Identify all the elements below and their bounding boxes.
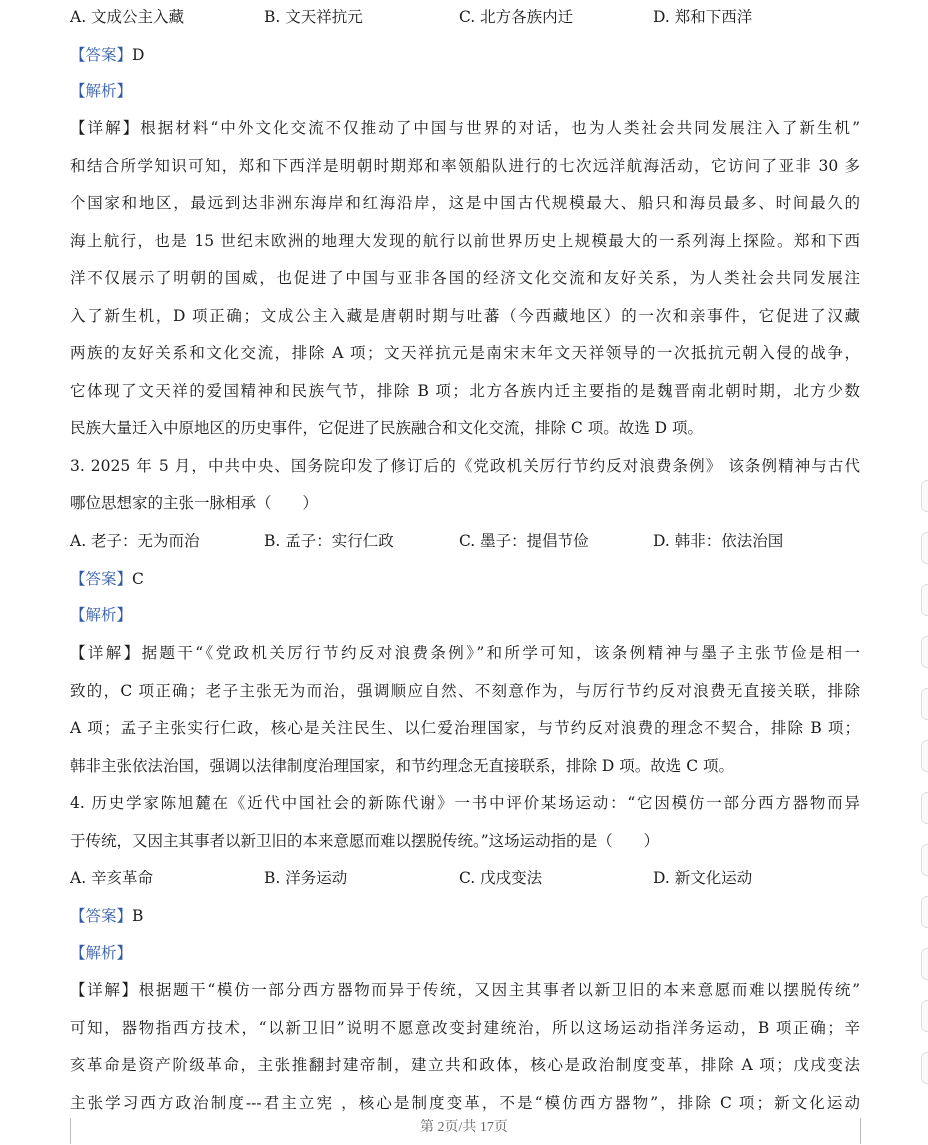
- q4-detail-line: 可知，器物指西方技术，“以新卫旧”说明不愿意改变封建统治，所以这场运动指洋务运动，B 项正确；辛: [70, 1019, 860, 1037]
- q2-detail-line: 民族大量迁入中原地区的历史事件，它促进了民族融合和文化交流，排除 C 项。故选 D 项。: [70, 419, 703, 437]
- answer-label: 【答案】: [70, 570, 133, 588]
- q4-option-a: A. 辛亥革命: [70, 869, 154, 887]
- q3-detail-line: 致的，C 项正确；老子主张无为而治，强调顺应自然、不刻意作为，与厉行节约反对浪费无直接关联，排除: [70, 682, 860, 700]
- q2-detail-line: 它体现了文天祥的爱国精神和民族气节，排除 B 项；北方各族内迁主要指的是魏晋南北朝时期，北方少数: [70, 382, 860, 400]
- analysis-label: 【解析】: [70, 944, 133, 962]
- q3-analysis-label: [70, 604, 860, 626]
- q4-options: [70, 867, 860, 889]
- q4-analysis-label: [70, 942, 860, 964]
- q2-option-b: B. 文天祥抗元: [264, 8, 363, 26]
- q4-option-c: C. 戊戌变法: [459, 869, 543, 887]
- q2-detail-line: 个国家和地区，最远到达非洲东海岸和红海沿岸，这是中国古代规模最大、船只和海员最多、时间最久的: [70, 194, 860, 212]
- edge-tab[interactable]: [921, 1052, 928, 1084]
- q2-options: [70, 6, 860, 28]
- q2-detail-line: 入了新生机，D 项正确；文成公主入藏是唐朝时期与吐蕃（今西藏地区）的一次和亲事件，它促进了汉藏: [70, 307, 860, 325]
- q4-option-b: B. 洋务运动: [264, 869, 348, 887]
- answer-value: B: [132, 907, 144, 925]
- q3-detail-line: 韩非主张依法治国，强调以法律制度治理国家，和节约理念无直接联系，排除 D 项。故选 C 项。: [70, 757, 734, 775]
- q3-stem-line: 哪位思想家的主张一脉相承（ ）: [70, 494, 319, 512]
- q2-option-c: C. 北方各族内迁: [459, 8, 574, 26]
- q2-detail-line: 洋不仅展示了明朝的国威，也促进了中国与亚非各国的经济文化交流和友好关系，为人类社会共同发展注: [70, 269, 860, 287]
- q2-analysis-label: [70, 80, 860, 102]
- edge-tab[interactable]: [921, 532, 928, 564]
- q3-option-d: D. 韩非：依法治国: [653, 532, 784, 550]
- analysis-label: 【解析】: [70, 606, 133, 624]
- answer-label: 【答案】: [70, 46, 133, 64]
- q3-option-b: B. 孟子：实行仁政: [264, 532, 394, 550]
- q2-detail-line: 【详解】根据材料“中外文化交流不仅推动了中国与世界的对话，也为人类社会共同发展注入了新生机”: [70, 119, 860, 137]
- q3-detail-line: A 项；孟子主张实行仁政，核心是关注民生、以仁爱治理国家，与节约反对浪费的理念不契合，排除 B 项；: [70, 719, 860, 737]
- q3-answer: [70, 568, 860, 590]
- q2-detail-line: 海上航行，也是 15 世纪末欧洲的地理大发现的航行以前世界历史上规模最大的一系列海上探险。郑和下西: [70, 232, 860, 250]
- answer-value: C: [132, 570, 144, 588]
- q4-detail-line: 亥革命是资产阶级革命，主张推翻封建帝制，建立共和政体，核心是政治制度变革，排除 A 项；戊戌变法: [70, 1056, 860, 1074]
- edge-tab[interactable]: [921, 740, 928, 772]
- q2-detail-line: 和结合所学知识可知，郑和下西洋是明朝时期郑和率领船队进行的七次远洋航海活动，它访问了亚非 30 多: [70, 157, 860, 175]
- edge-tab[interactable]: [921, 896, 928, 928]
- q4-option-d: D. 新文化运动: [653, 869, 753, 887]
- q4-detail-line: 【详解】根据题干“模仿一部分西方器物而异于传统，又因主其事者以新卫旧的本来意愿而难以摆脱传统”: [70, 981, 860, 999]
- q2-answer: [70, 44, 860, 66]
- edge-tab[interactable]: [921, 948, 928, 980]
- answer-label: 【答案】: [70, 907, 133, 925]
- q4-detail-line: 主张学习西方政治制度---君主立宪 ，核心是制度变革，不是“模仿西方器物”，排除 C 项；新文化运动: [70, 1094, 860, 1112]
- q3-stem-line: 3. 2025 年 5 月，中共中央、国务院印发了修订后的《党政机关厉行节约反对浪费条例》 该条例精神与古代: [70, 457, 860, 475]
- q2-option-d: D. 郑和下西洋: [653, 8, 753, 26]
- edge-tab[interactable]: [921, 792, 928, 824]
- edge-tab[interactable]: [921, 636, 928, 668]
- edge-tab[interactable]: [921, 584, 928, 616]
- q3-detail-line: 【详解】据题干“《党政机关厉行节约反对浪费条例》”和所学可知，该条例精神与墨子主张节俭是相一: [70, 644, 860, 662]
- edge-tab[interactable]: [921, 688, 928, 720]
- edge-tab[interactable]: [921, 480, 928, 512]
- q2-detail-line: 两族的友好关系和文化交流，排除 A 项；文天祥抗元是南宋末年文天祥领导的一次抵抗元朝入侵的战争，: [70, 344, 860, 362]
- edge-tab[interactable]: [921, 1000, 928, 1032]
- analysis-label: 【解析】: [70, 82, 133, 100]
- q4-stem-line: 于传统，又因主其事者以新卫旧的本来意愿而难以摆脱传统。”这场运动指的是（ ）: [70, 832, 660, 850]
- page-footer: 第 2页/共 17页: [420, 1120, 508, 1135]
- q4-stem-line: 4. 历史学家陈旭麓在《近代中国社会的新陈代谢》一书中评价某场运动：“它因模仿一部分西方器物而异: [70, 794, 860, 812]
- q3-options: [70, 530, 860, 552]
- q3-option-c: C. 墨子：提倡节俭: [459, 532, 589, 550]
- q2-option-a: A. 文成公主入藏: [70, 8, 185, 26]
- edge-tab[interactable]: [921, 844, 928, 876]
- q4-answer: [70, 905, 860, 927]
- q3-option-a: A. 老子：无为而治: [70, 532, 200, 550]
- answer-value: D: [132, 46, 145, 64]
